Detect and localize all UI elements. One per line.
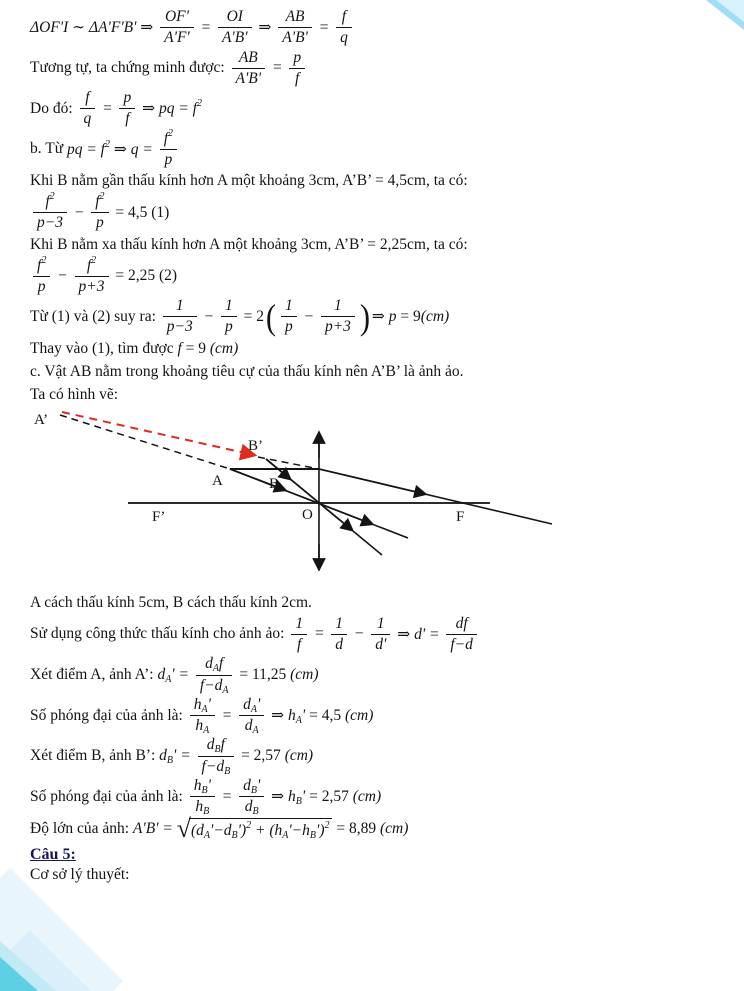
line-khi-b-xa: Khi B nằm xa thấu kính hơn A một khoảng 3cm, A’B’ = 2,25cm, ta có: <box>30 235 468 253</box>
formula-similar-triangles: ΔOF'I ∼ ΔA'F'B' ⇒ $\frac{OF'}{A'F'}$ = $\frac{OI}{A'B'}$ ⇒ $\frac{AB}{A'B'}$ = $\frac{f}{q}$ <box>30 9 724 47</box>
line-do-do: Do đó: $\frac{f}{q}$ = $\frac{p}{f}$ ⇒ pq = $f^2$ <box>30 89 202 128</box>
formula-thau-kinh: Sử dụng công thức thấu kính cho ảnh ảo: $\frac{1}{f}$ = $\frac{1}{d}$ − $\frac{1}{d'}$ ⇒ d' = $\frac{df}{f-d}$ <box>30 616 724 654</box>
label-f-prime: F’ <box>152 508 166 525</box>
line-c-vat-ab: c. Vật AB nằm trong khoảng tiêu cự của thấu kính nên A’B’ là ảnh ảo. <box>30 362 464 380</box>
label-f: F <box>456 508 465 525</box>
formula-do-lon-anh: Độ lớn của ảnh: A'B' = √ $(d_A'-d_B')^2 + (h_A'-h_B')^2$ = 8,89 (cm) <box>30 814 409 844</box>
question-heading: Câu 5: <box>30 846 76 864</box>
formula-suy-ra: Từ (1) và (2) suy ra: $\frac{1}{p-3}$ − $\frac{1}{p}$ = 2 ( $\frac{1}{p}$ − $\frac{1}{p+3}$ ) ⇒ p = 9 (cm) <box>30 296 450 337</box>
label-b: B <box>269 475 280 492</box>
formula-diem-b: Xét điểm B, ảnh B’: $d_B'$ = $\frac{d_Bf}{f-d_B}$ = 2,57 (cm) <box>30 736 314 777</box>
formula-1: $\frac{f^2}{p-3}$ − $\frac{f^2}{p}$ = 4,5 (1) <box>30 194 724 232</box>
extension-b-prime-lens <box>258 457 319 469</box>
line-tuong-tu: Tương tự, ta chứng minh được: $\frac{AB}{A'B'}$ = $\frac{p}{f}$ <box>30 50 724 88</box>
line-thay-vao: Thay vào (1), tìm được f = 9 (cm) <box>30 339 239 357</box>
corner-decoration-bottom-left-teal <box>0 957 38 991</box>
formula-phong-dai-a: Số phóng đại của ảnh là: $\frac{h_A'}{h_A}$ = $\frac{d_A'}{d_A}$ ⇒ $h_A'$ = 4,5 (cm) <box>30 695 374 737</box>
solution-text-top <box>30 9 724 405</box>
formula-2: $\frac{f^2}{p}$ − $\frac{f^2}{p+3}$ = 2,25 (2) <box>30 258 724 296</box>
line-khoang-cach: A cách thấu kính 5cm, B cách thấu kính 2cm. <box>30 593 312 611</box>
formula-diem-a: Xét điểm A, ảnh A’: $d_A'$ = $\frac{d_Af}{f-d_A}$ = 11,25 (cm) <box>30 655 319 696</box>
extension-a-prime-a <box>60 415 230 469</box>
corner-decoration-top-right-inner <box>716 0 744 22</box>
label-a: A <box>212 472 223 489</box>
line-ta-co-hinh-ve: Ta có hình vẽ: <box>30 385 119 403</box>
theory-intro-line: Cơ sở lý thuyết: <box>30 866 130 884</box>
line-b-tu: b. Từ pq = $f^2$ ⇒ q = $\frac{f^2}{p}$ <box>30 131 724 169</box>
label-a-prime: A’ <box>34 411 49 428</box>
label-o: O <box>302 506 313 523</box>
formula-phong-dai-b: Số phóng đại của ảnh là: $\frac{h_B'}{h_B}$ = $\frac{d_B'}{d_B}$ ⇒ $h_B'$ = 2,57 (cm) <box>30 776 382 818</box>
solution-text-bottom <box>30 593 724 844</box>
label-b-prime: B’ <box>248 437 263 454</box>
lens-ray-diagram <box>30 408 724 590</box>
line-khi-b-gan: Khi B nằm gần thấu kính hơn A một khoảng 3cm, A’B’ = 4,5cm, ta có: <box>30 172 468 190</box>
